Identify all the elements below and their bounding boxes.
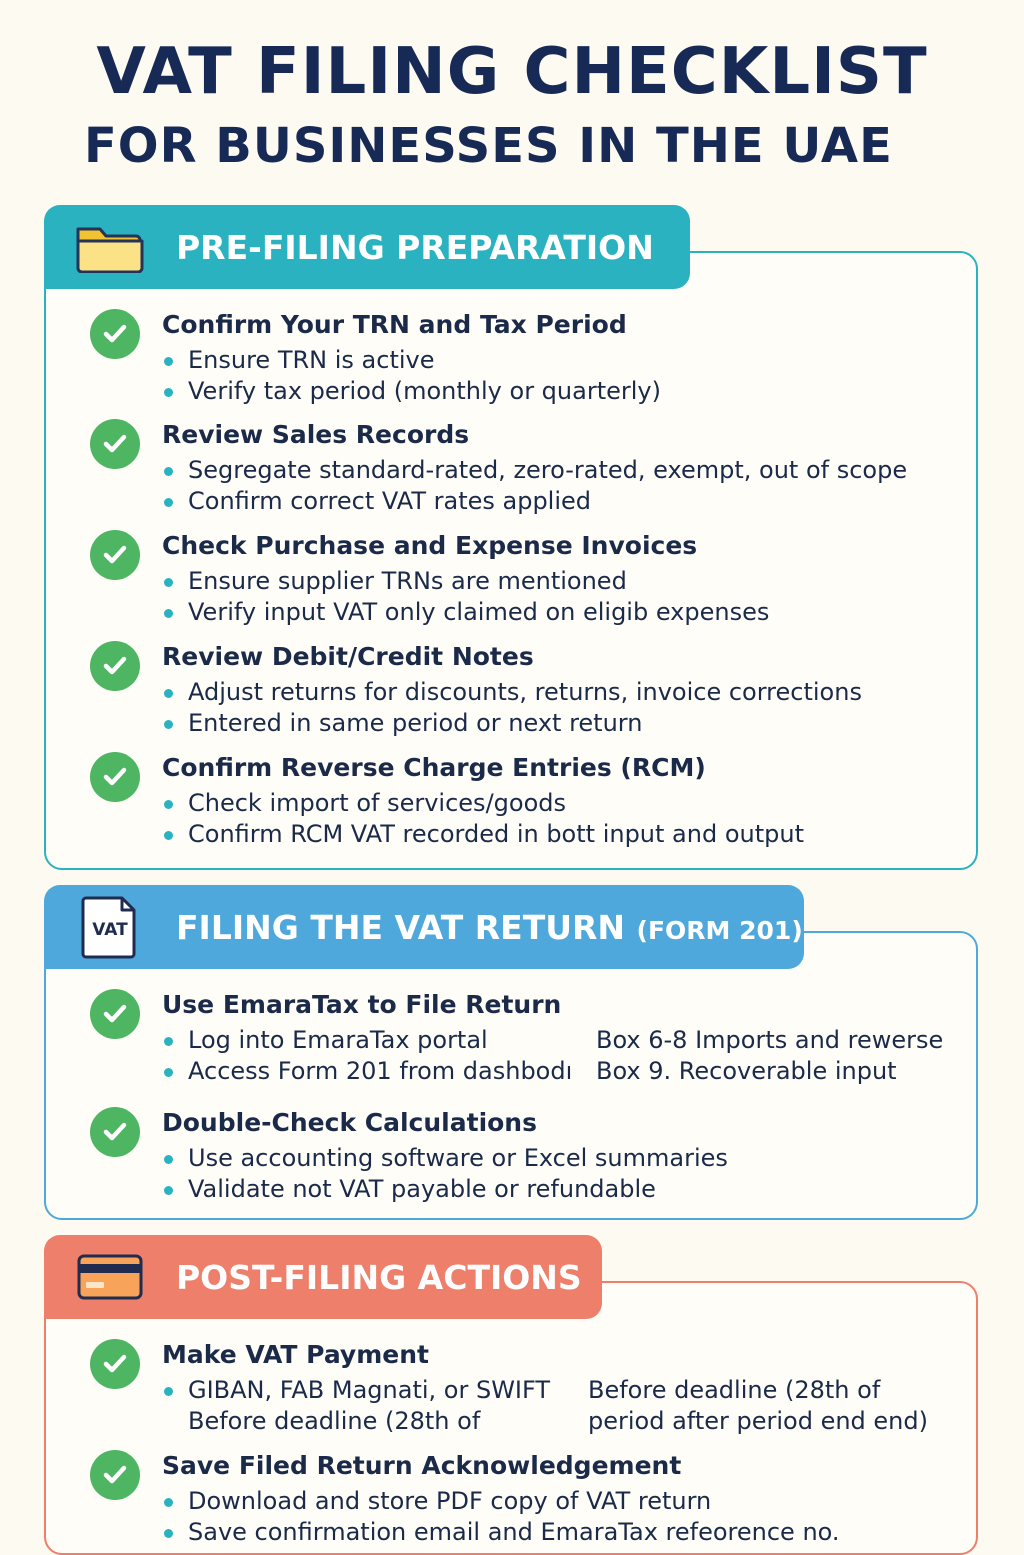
section-pre-filing (44, 205, 978, 870)
bullet-item: GIBAN, FAB Magnati, or SWIFT (162, 1375, 550, 1406)
check-icon (90, 752, 140, 802)
bullet-item: Adjust returns for discounts, returns, invoice corrections (162, 677, 862, 708)
bullet-list (162, 677, 862, 739)
check-icon (90, 989, 140, 1039)
item-title: Confirm Reverse Charge Entries (RCM) (162, 753, 706, 782)
section-heading: POST-FILING ACTIONS (176, 1257, 582, 1297)
item-title: Save Filed Return Acknowledgement (162, 1451, 682, 1480)
section-header (44, 885, 804, 969)
check-icon (90, 1107, 140, 1157)
side-notes (588, 1375, 928, 1437)
bullet-item: Ensure supplier TRNs are mentioned (162, 566, 769, 597)
item-title: Confirm Your TRN and Tax Period (162, 310, 627, 339)
side-note: Before deadline (28th of (588, 1376, 881, 1404)
check-icon (90, 530, 140, 580)
bullet-item: Download and store PDF copy of VAT return (162, 1486, 840, 1517)
side-notes (596, 1025, 943, 1087)
page-subtitle: FOR BUSINESSES IN THE UAE (84, 118, 893, 174)
bullet-item: Log into EmaraTax portal (162, 1025, 572, 1056)
bullet-item: Save confirmation email and EmaraTax refeorence no. (162, 1517, 840, 1548)
section-heading (176, 908, 803, 947)
item-title: Double-Check Calculations (162, 1108, 537, 1137)
section-heading-suffix: (FORM 201) (636, 915, 803, 945)
check-icon (90, 641, 140, 691)
check-icon (90, 419, 140, 469)
side-note: Box 9. Recoverable input (596, 1057, 897, 1085)
vat-document-icon (74, 899, 146, 955)
bullet-item: Segregate standard-rated, zero-rated, exempt, out of scope (162, 455, 907, 486)
bullet-item: Before deadline (28th of (188, 1407, 481, 1435)
bullet-item: Confirm RCM VAT recorded in bott input and output (162, 819, 804, 850)
page-title: VAT FILING CHECKLIST (96, 35, 928, 109)
check-icon (90, 1450, 140, 1500)
bullet-item: Verify tax period (monthly or quarterly) (162, 376, 661, 407)
folder-icon (74, 219, 146, 275)
bullet-list (162, 1375, 550, 1437)
bullet-item: Use accounting software or Excel summaries (162, 1143, 728, 1174)
section-header (44, 205, 690, 289)
bullet-list (162, 1025, 572, 1087)
item-title: Check Purchase and Expense Invoices (162, 531, 698, 560)
side-note: period after period end end) (588, 1407, 928, 1435)
bullet-item: Verify input VAT only claimed on eligib expenses (162, 597, 769, 628)
bullet-item: Ensure TRN is active (162, 345, 661, 376)
bullet-list (162, 1486, 840, 1548)
section-heading-text: FILING THE VAT RETURN (176, 907, 626, 947)
bullet-item: Check import of services/goods (162, 788, 804, 819)
check-icon (90, 309, 140, 359)
check-icon (90, 1339, 140, 1389)
section-heading: PRE-FILING PREPARATION (176, 227, 654, 267)
bullet-item: Access Form 201 from dashbodı (162, 1056, 572, 1087)
bullet-list (162, 345, 661, 407)
section-filing (44, 885, 978, 1220)
item-title: Review Debit/Credit Notes (162, 642, 534, 671)
bullet-item: Entered in same period or next return (162, 708, 862, 739)
bullet-list (162, 566, 769, 628)
bullet-item: Confirm correct VAT rates applied (162, 486, 907, 517)
side-note: Box 6-8 Imports and rewerse (596, 1026, 944, 1054)
credit-card-icon (74, 1249, 146, 1305)
item-title: Review Sales Records (162, 420, 470, 449)
section-post-filing (44, 1235, 978, 1555)
bullet-item: Validate not VAT payable or refundable (162, 1174, 728, 1205)
bullet-list (162, 455, 907, 517)
bullet-list (162, 1143, 728, 1205)
vat-icon-label: VAT (92, 920, 128, 940)
section-header (44, 1235, 602, 1319)
bullet-list (162, 788, 804, 850)
item-title: Make VAT Payment (162, 1340, 429, 1369)
item-title: Use EmaraTax to File Return (162, 990, 562, 1019)
